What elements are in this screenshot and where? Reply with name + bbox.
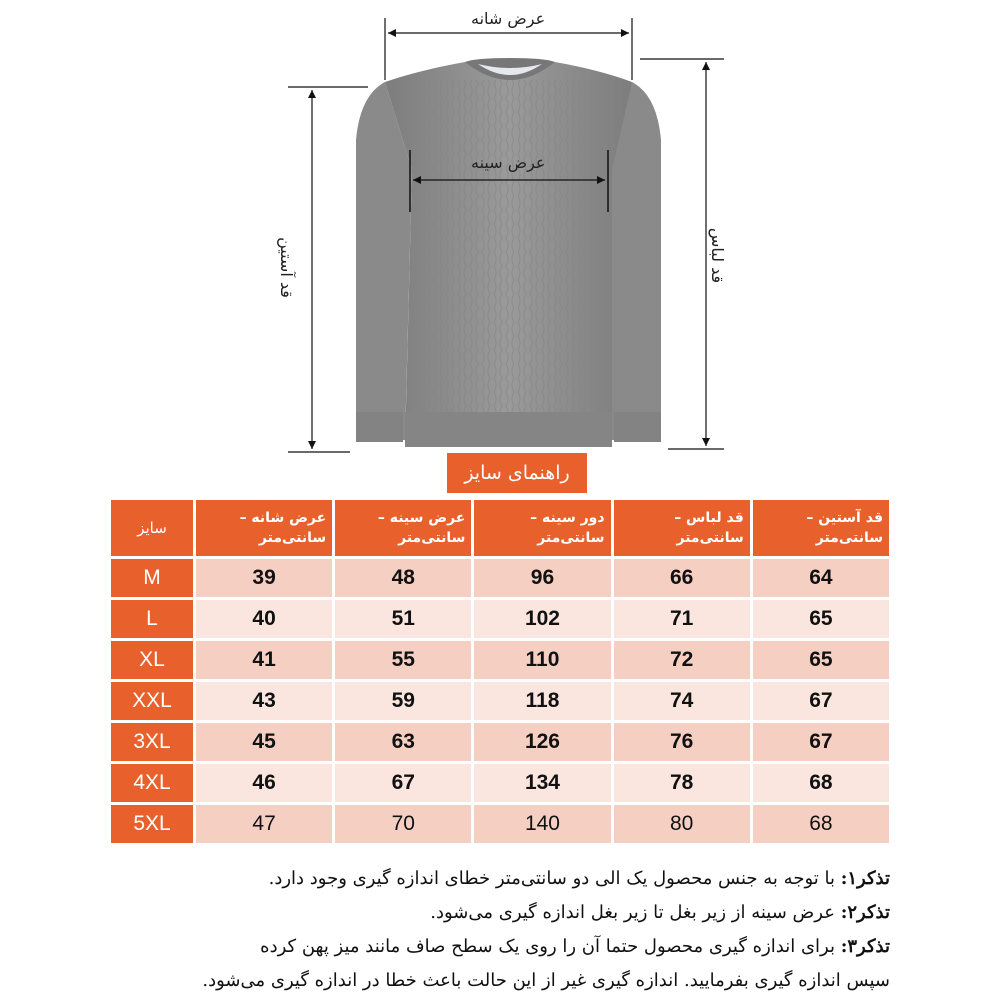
shoulder-cell: 41 xyxy=(196,641,332,679)
note-1: تذکر۱: با توجه به جنس محصول یک الی دو سانتی‌متر خطای اندازه گیری وجود دارد. xyxy=(268,868,890,889)
table-row xyxy=(111,805,889,843)
size-cell: L xyxy=(111,600,193,638)
shoulder-cell: 45 xyxy=(196,723,332,761)
table-header-row xyxy=(111,500,889,556)
hem-rib xyxy=(405,412,612,447)
chest-circ-cell: 140 xyxy=(474,805,610,843)
chest-width-cell: 59 xyxy=(335,682,471,720)
table-row xyxy=(111,723,889,761)
size-cell: 4XL xyxy=(111,764,193,802)
shoulder-cell: 46 xyxy=(196,764,332,802)
chest-width-cell: 48 xyxy=(335,559,471,597)
header-chest-width: عرض سینه – سانتی‌متر xyxy=(335,500,471,556)
header-sleeve-length: قد آستین – سانتی‌متر xyxy=(753,500,889,556)
sleeve-cell: 67 xyxy=(753,723,889,761)
note-2: تذکر۲: عرض سینه از زیر بغل تا زیر بغل اندازه گیری می‌شود. xyxy=(430,902,890,923)
left-cuff xyxy=(356,412,403,442)
length-cell: 74 xyxy=(614,682,750,720)
size-table xyxy=(108,497,892,846)
cable-knit-pattern xyxy=(415,80,605,420)
length-cell: 71 xyxy=(614,600,750,638)
header-shoulder: عرض شانه – سانتی‌متر xyxy=(196,500,332,556)
sleeve-cell: 65 xyxy=(753,600,889,638)
chest-width-cell: 55 xyxy=(335,641,471,679)
length-cell: 80 xyxy=(614,805,750,843)
sweater-measurement-figure xyxy=(0,0,1000,455)
size-cell: XXL xyxy=(111,682,193,720)
sleeve-cell: 67 xyxy=(753,682,889,720)
size-cell: XL xyxy=(111,641,193,679)
note-3-continued: سپس اندازه گیری بفرمایید. اندازه گیری غیر از این حالت باعث خطا در اندازه گیری می‌شود. xyxy=(202,970,890,991)
chest-width-cell: 67 xyxy=(335,764,471,802)
table-row xyxy=(111,600,889,638)
header-size: سایز xyxy=(111,500,193,556)
shoulder-width-label: عرض شانه xyxy=(471,9,546,28)
size-cell: 3XL xyxy=(111,723,193,761)
chest-circ-cell: 126 xyxy=(474,723,610,761)
sweater-illustration xyxy=(0,0,1000,455)
shoulder-cell: 47 xyxy=(196,805,332,843)
table-row xyxy=(111,559,889,597)
chest-circ-cell: 102 xyxy=(474,600,610,638)
header-chest-circumference: دور سینه – سانتی‌متر xyxy=(474,500,610,556)
chest-width-cell: 70 xyxy=(335,805,471,843)
shoulder-cell: 40 xyxy=(196,600,332,638)
sleeve-cell: 68 xyxy=(753,764,889,802)
length-cell: 78 xyxy=(614,764,750,802)
length-cell: 72 xyxy=(614,641,750,679)
garment-length-label: قد لباس xyxy=(708,227,728,284)
chest-circ-cell: 134 xyxy=(474,764,610,802)
chest-circ-cell: 110 xyxy=(474,641,610,679)
shoulder-cell: 39 xyxy=(196,559,332,597)
sleeve-cell: 65 xyxy=(753,641,889,679)
chest-circ-cell: 96 xyxy=(474,559,610,597)
shoulder-cell: 43 xyxy=(196,682,332,720)
right-cuff xyxy=(614,412,661,442)
chest-circ-cell: 118 xyxy=(474,682,610,720)
sleeve-cell: 64 xyxy=(753,559,889,597)
chest-width-cell: 63 xyxy=(335,723,471,761)
table-row xyxy=(111,764,889,802)
table-row xyxy=(111,682,889,720)
sleeve-cell: 68 xyxy=(753,805,889,843)
table-row xyxy=(111,641,889,679)
length-cell: 66 xyxy=(614,559,750,597)
sleeve-length-label: قد آستین xyxy=(276,237,296,298)
notes xyxy=(100,862,890,998)
size-guide-title: راهنمای سایز xyxy=(447,453,587,493)
note-3: تذکر۳: برای اندازه گیری محصول حتما آن را روی یک سطح صاف مانند میز پهن کرده xyxy=(260,936,890,957)
chest-width-cell: 51 xyxy=(335,600,471,638)
chest-width-label: عرض سینه xyxy=(471,153,546,172)
length-cell: 76 xyxy=(614,723,750,761)
size-cell: 5XL xyxy=(111,805,193,843)
size-cell: M xyxy=(111,559,193,597)
header-garment-length: قد لباس – سانتی‌متر xyxy=(614,500,750,556)
